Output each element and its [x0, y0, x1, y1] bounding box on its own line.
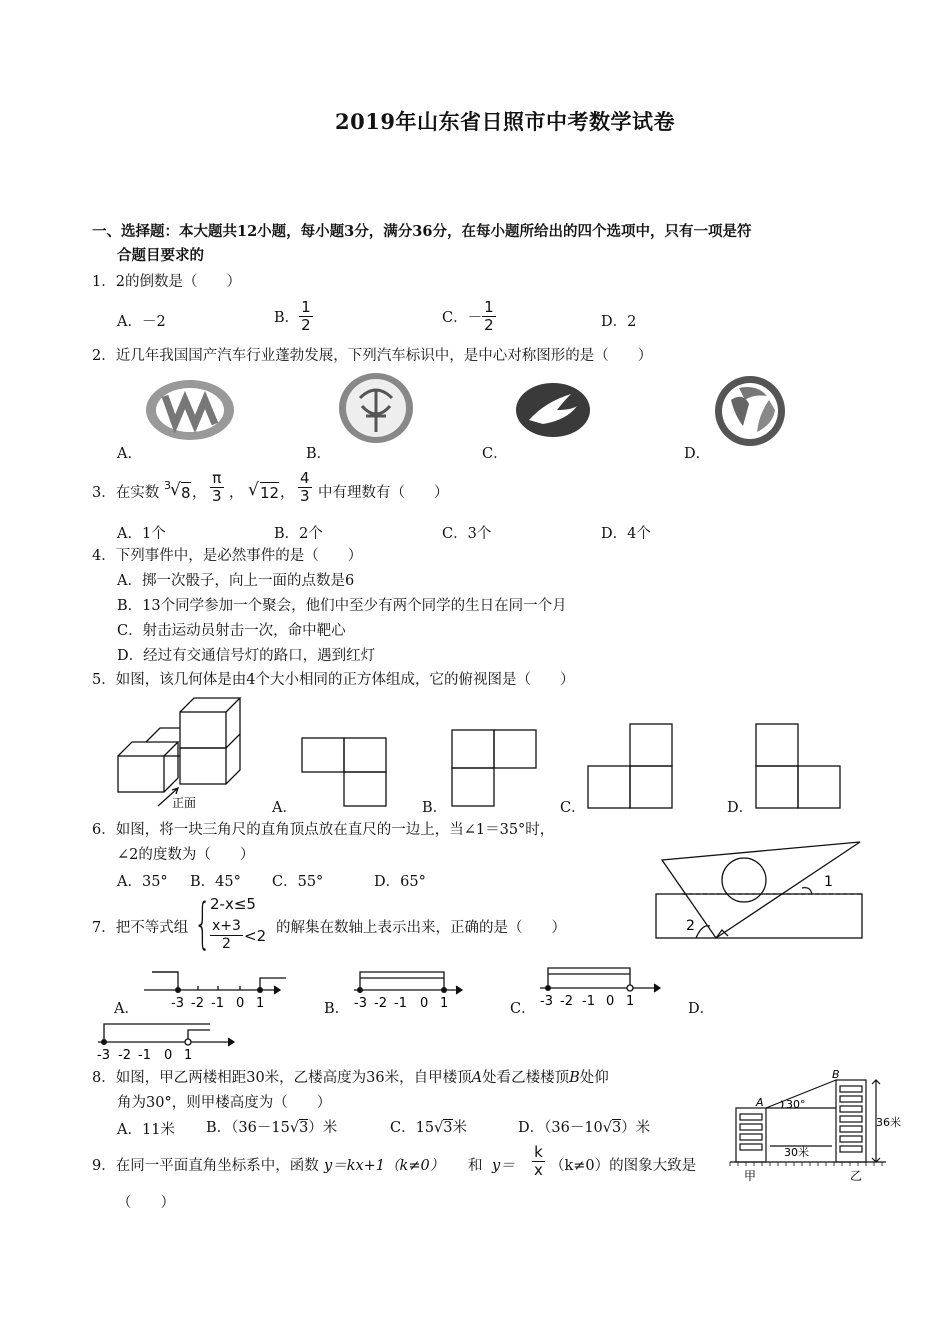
q5-view-b [450, 728, 540, 810]
q3-option-a: A．1个 [117, 526, 166, 542]
q6-option-a: A．35° [117, 874, 168, 890]
q1-option-b: B． $\frac{1}{2}$ [274, 298, 311, 334]
q6-stem-cont: ∠2的度数为（ ） [117, 847, 255, 863]
q8-option-d: D．（36－10√3）米 [518, 1120, 651, 1136]
tick-label: -2 [560, 994, 573, 1009]
q8-option-a: A．11米 [117, 1122, 175, 1138]
q6-ruler-triangle-figure [652, 838, 868, 948]
q5-view-a [300, 736, 390, 810]
tick-label: -1 [138, 1048, 151, 1063]
q2-option-d: D． [684, 446, 711, 462]
q1-option-a: A．－2 [117, 314, 166, 330]
tick-label: 0 [236, 996, 245, 1011]
q8-building-yi: 乙 [850, 1169, 863, 1183]
tick-label: -3 [171, 996, 184, 1011]
q7-option-d: D． [688, 1001, 715, 1017]
tick-label: -3 [540, 994, 553, 1009]
q8-option-b: B．（36－15√3）米 [206, 1120, 338, 1136]
tick-label: 1 [256, 996, 265, 1011]
q2-option-a: A． [117, 446, 142, 462]
tick-label: -1 [211, 996, 224, 1011]
q6-stem: 6．如图，将一块三角尺的直角顶点放在直尺的一边上，当∠1＝35°时， [92, 822, 555, 838]
q3-option-b: B．2个 [274, 526, 323, 542]
q7-numberline-a [140, 966, 290, 1016]
q2-option-c: C． [482, 446, 508, 462]
q5-stem: 5．如图，该几何体是由4个大小相同的正方体组成，它的俯视图是（ ） [92, 672, 575, 688]
car-logo-c [515, 380, 595, 440]
q7-numberline-d [94, 1016, 244, 1066]
q6-option-b: B．45° [190, 874, 241, 890]
q5-option-a: A． [272, 800, 297, 816]
tick-label: -2 [374, 996, 387, 1011]
q5-view-d [754, 722, 844, 810]
q7-option-a: A． [114, 1001, 139, 1017]
tick-label: 1 [184, 1048, 193, 1063]
q7-option-c: C． [510, 1001, 536, 1017]
q6-option-d: D．65° [374, 874, 426, 890]
tick-label: -2 [191, 996, 204, 1011]
tick-label: 0 [164, 1048, 173, 1063]
q5-solid-figure [110, 694, 270, 812]
q1-stem: 1．2的倒数是（ ） [92, 274, 241, 290]
q5-option-d: D． [727, 800, 754, 816]
q5-option-b: B． [422, 800, 448, 816]
car-logo-a [145, 376, 245, 446]
tick-label: -1 [394, 996, 407, 1011]
q3-option-c: C．3个 [442, 526, 492, 542]
q4-option-b: B．13个同学参加一个聚会，他们中至少有两个同学的生日在同一个月 [117, 598, 567, 614]
q4-stem: 4．下列事件中，是必然事件的是（ ） [92, 548, 363, 564]
q6-angle1-label: 1 [824, 874, 833, 890]
q1-option-d: D．2 [601, 314, 637, 330]
tick-label: 0 [606, 994, 615, 1009]
tick-label: -3 [97, 1048, 110, 1063]
tick-label: -3 [354, 996, 367, 1011]
q8-building-jia: 甲 [744, 1169, 757, 1183]
tick-label: 1 [440, 996, 449, 1011]
q4-option-a: A．掷一次骰子，向上一面的点数是6 [117, 573, 355, 589]
q7-option-b: B． [324, 1001, 350, 1017]
tick-label: 1 [626, 994, 635, 1009]
q2-stem: 2．近几年我国国产汽车行业蓬勃发展，下列汽车标识中，是中心对称图形的是（ ） [92, 348, 653, 364]
q8-point-a: A [756, 1096, 764, 1109]
q8-buildings-figure [726, 1068, 916, 1184]
q6-option-c: C．55° [272, 874, 324, 890]
q4-option-c: C．射击运动员射击一次，命中靶心 [117, 623, 346, 639]
q7-numberline-b [350, 966, 470, 1016]
q8-point-b: B [832, 1068, 840, 1081]
car-logo-b [338, 372, 418, 444]
q4-option-d: D．经过有交通信号灯的路口，遇到红灯 [117, 648, 376, 664]
q3-option-d: D．4个 [601, 526, 651, 542]
tick-label: -1 [582, 994, 595, 1009]
q5-option-c: C． [560, 800, 586, 816]
q8-angle-label: 30° [786, 1098, 806, 1111]
q5-front-label: 正面 [172, 796, 197, 810]
q9-stem-cont: （ ） [117, 1195, 175, 1211]
q7-numberline-c [536, 962, 666, 1012]
q6-angle2-label: 2 [686, 918, 695, 934]
car-logo-d [713, 374, 789, 448]
q8-distance-label: 30米 [784, 1146, 809, 1159]
q2-option-b: B． [306, 446, 332, 462]
q8-option-c: C．15√3米 [390, 1120, 468, 1136]
q8-stem-cont: 角为30°，则甲楼高度为（ ） [117, 1095, 332, 1111]
section-heading-cont: 合题目要求的 [117, 247, 204, 264]
tick-label: -2 [118, 1048, 131, 1063]
q1-option-c: C．－ $\frac{1}{2}$ [442, 298, 494, 334]
q8-height-label: 36米 [876, 1116, 901, 1129]
tick-label: 0 [420, 996, 429, 1011]
q5-view-c [586, 722, 676, 810]
q8-stem: 8．如图，甲乙两楼相距30米，乙楼高度为36米，自甲楼顶A处看乙楼楼顶B处仰 [92, 1070, 609, 1086]
section-heading: 一、选择题：本大题共12小题，每小题3分，满分36分，在每小题所给出的四个选项中，只有一项是符 [92, 223, 752, 240]
page-title: 2019年山东省日照市中考数学试卷 [335, 109, 675, 134]
